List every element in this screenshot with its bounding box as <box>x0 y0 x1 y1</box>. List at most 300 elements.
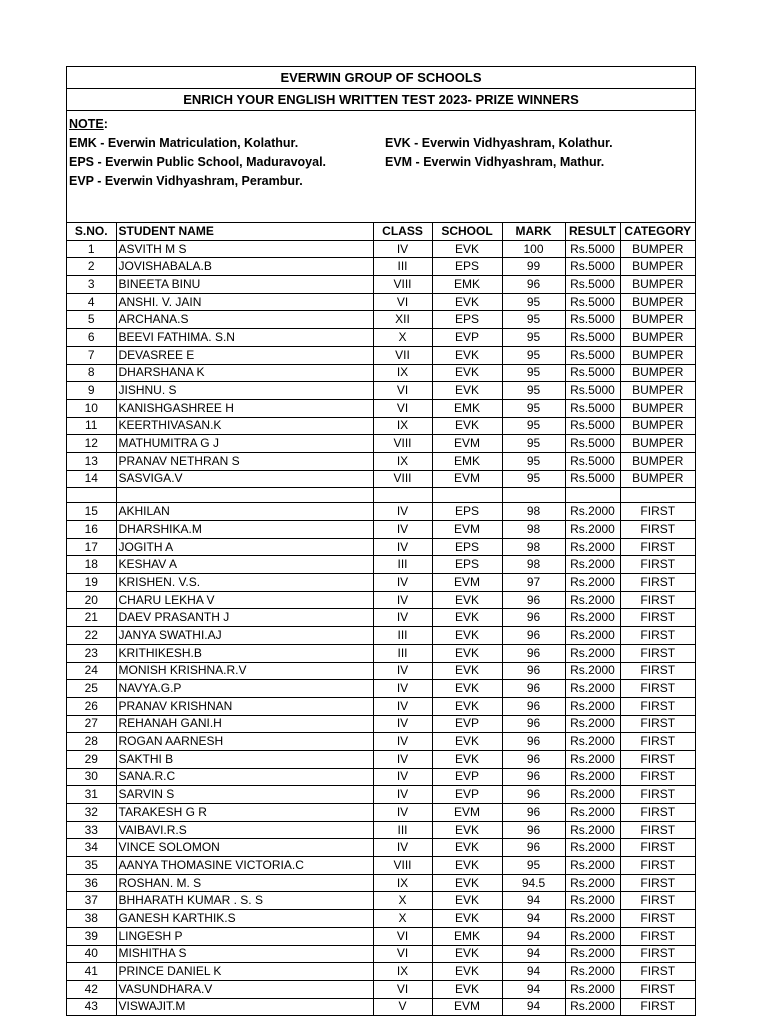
category-cell: FIRST <box>620 609 695 627</box>
table-row <box>67 311 695 329</box>
sno-cell: 34 <box>67 839 116 857</box>
table-row <box>67 644 695 662</box>
result-cell: Rs.5000 <box>565 258 620 276</box>
category-cell: FIRST <box>620 945 695 963</box>
table-row <box>67 662 695 680</box>
school-cell: EVK <box>432 892 502 910</box>
table-row <box>67 697 695 715</box>
school-cell: EPS <box>432 311 502 329</box>
sno-cell: 26 <box>67 697 116 715</box>
table-row <box>67 293 695 311</box>
table-body <box>67 240 695 1015</box>
sno-cell: 37 <box>67 892 116 910</box>
school-cell: EVK <box>432 609 502 627</box>
table-row <box>67 857 695 875</box>
student-name-cell: BEEVI FATHIMA. S.N <box>116 329 373 347</box>
class-cell: IV <box>373 733 432 751</box>
class-cell: V <box>373 998 432 1015</box>
category-cell: FIRST <box>620 680 695 698</box>
table-row <box>67 627 695 645</box>
category-cell: FIRST <box>620 644 695 662</box>
student-name-cell: MONISH KRISHNA.R.V <box>116 662 373 680</box>
table-row <box>67 786 695 804</box>
school-cell: EVP <box>432 786 502 804</box>
class-cell: VI <box>373 927 432 945</box>
sno-cell: 20 <box>67 591 116 609</box>
school-cell: EVK <box>432 839 502 857</box>
result-cell: Rs.2000 <box>565 963 620 981</box>
category-cell: FIRST <box>620 910 695 928</box>
category-cell: FIRST <box>620 574 695 592</box>
category-cell: FIRST <box>620 874 695 892</box>
mark-cell: 97 <box>502 574 565 592</box>
winners-table <box>67 223 695 1015</box>
col-header-result: RESULT <box>565 223 620 240</box>
category-cell: BUMPER <box>620 276 695 294</box>
class-cell <box>373 488 432 503</box>
sno-cell: 12 <box>67 435 116 453</box>
school-cell: EVK <box>432 945 502 963</box>
class-cell: IV <box>373 839 432 857</box>
table-row <box>67 521 695 539</box>
mark-cell: 95 <box>502 329 565 347</box>
test-title: ENRICH YOUR ENGLISH WRITTEN TEST 2023- PRIZE WINNERS <box>67 89 695 111</box>
table-row <box>67 733 695 751</box>
class-cell: III <box>373 644 432 662</box>
class-cell: IV <box>373 538 432 556</box>
result-cell: Rs.2000 <box>565 556 620 574</box>
class-cell: VIII <box>373 435 432 453</box>
category-cell: BUMPER <box>620 452 695 470</box>
category-cell: BUMPER <box>620 240 695 258</box>
student-name-cell: BINEETA BINU <box>116 276 373 294</box>
class-cell: VIII <box>373 470 432 488</box>
class-cell: III <box>373 627 432 645</box>
result-cell: Rs.5000 <box>565 417 620 435</box>
sno-cell: 39 <box>67 927 116 945</box>
student-name-cell: VAIBAVI.R.S <box>116 821 373 839</box>
table-row <box>67 382 695 400</box>
result-cell: Rs.2000 <box>565 980 620 998</box>
sno-cell: 8 <box>67 364 116 382</box>
class-cell: IV <box>373 662 432 680</box>
result-cell: Rs.5000 <box>565 329 620 347</box>
school-cell: EVK <box>432 346 502 364</box>
col-header-category: CATEGORY <box>620 223 695 240</box>
school-cell: EVK <box>432 733 502 751</box>
category-cell: FIRST <box>620 538 695 556</box>
result-cell: Rs.5000 <box>565 470 620 488</box>
student-name-cell: ASVITH M S <box>116 240 373 258</box>
student-name-cell: AKHILAN <box>116 503 373 521</box>
result-cell: Rs.5000 <box>565 293 620 311</box>
mark-cell: 95 <box>502 417 565 435</box>
class-cell: IV <box>373 574 432 592</box>
category-cell: BUMPER <box>620 470 695 488</box>
student-name-cell: NAVYA.G.P <box>116 680 373 698</box>
sno-cell: 10 <box>67 399 116 417</box>
sno-cell: 41 <box>67 963 116 981</box>
sno-cell: 3 <box>67 276 116 294</box>
student-name-cell: TARAKESH G R <box>116 804 373 822</box>
student-name-cell: KESHAV A <box>116 556 373 574</box>
student-name-cell: PRINCE DANIEL K <box>116 963 373 981</box>
school-cell: EMK <box>432 452 502 470</box>
mark-cell: 96 <box>502 662 565 680</box>
category-cell: BUMPER <box>620 364 695 382</box>
class-cell: VI <box>373 382 432 400</box>
category-cell: FIRST <box>620 662 695 680</box>
sno-cell: 11 <box>67 417 116 435</box>
sno-cell: 16 <box>67 521 116 539</box>
mark-cell: 94 <box>502 927 565 945</box>
result-cell: Rs.2000 <box>565 839 620 857</box>
table-row <box>67 240 695 258</box>
result-cell: Rs.2000 <box>565 750 620 768</box>
student-name-cell: KANISHGASHREE H <box>116 399 373 417</box>
student-name-cell: JOGITH A <box>116 538 373 556</box>
table-row <box>67 399 695 417</box>
mark-cell: 95 <box>502 452 565 470</box>
note-colon: : <box>103 117 108 131</box>
table-row <box>67 258 695 276</box>
school-cell: EPS <box>432 538 502 556</box>
category-cell: BUMPER <box>620 382 695 400</box>
class-cell: IV <box>373 609 432 627</box>
col-header-mark: MARK <box>502 223 565 240</box>
mark-cell: 96 <box>502 715 565 733</box>
school-cell: EVK <box>432 591 502 609</box>
student-name-cell: JANYA SWATHI.AJ <box>116 627 373 645</box>
class-cell: IX <box>373 364 432 382</box>
sno-cell: 43 <box>67 998 116 1015</box>
category-cell: FIRST <box>620 750 695 768</box>
sno-cell: 40 <box>67 945 116 963</box>
student-name-cell: AANYA THOMASINE VICTORIA.C <box>116 857 373 875</box>
school-cell: EVK <box>432 417 502 435</box>
class-cell: IV <box>373 697 432 715</box>
class-cell: IV <box>373 715 432 733</box>
table-row <box>67 980 695 998</box>
school-cell: EVK <box>432 680 502 698</box>
table-row <box>67 768 695 786</box>
class-cell: X <box>373 910 432 928</box>
mark-cell: 99 <box>502 258 565 276</box>
class-cell: VI <box>373 293 432 311</box>
school-cell: EVK <box>432 874 502 892</box>
category-cell: FIRST <box>620 786 695 804</box>
sno-cell: 9 <box>67 382 116 400</box>
mark-cell: 95 <box>502 470 565 488</box>
category-cell <box>620 488 695 503</box>
sno-cell: 14 <box>67 470 116 488</box>
category-cell: FIRST <box>620 521 695 539</box>
school-cell: EVK <box>432 293 502 311</box>
col-header-school: SCHOOL <box>432 223 502 240</box>
result-cell: Rs.2000 <box>565 910 620 928</box>
result-cell: Rs.2000 <box>565 503 620 521</box>
mark-cell: 95 <box>502 382 565 400</box>
mark-cell: 96 <box>502 768 565 786</box>
sno-cell: 7 <box>67 346 116 364</box>
mark-cell: 96 <box>502 276 565 294</box>
student-name-cell: ROSHAN. M. S <box>116 874 373 892</box>
table-row <box>67 538 695 556</box>
result-cell: Rs.5000 <box>565 311 620 329</box>
result-cell: Rs.2000 <box>565 574 620 592</box>
mark-cell: 95 <box>502 346 565 364</box>
mark-cell: 94 <box>502 963 565 981</box>
school-cell: EVP <box>432 715 502 733</box>
student-name-cell: KRITHIKESH.B <box>116 644 373 662</box>
result-cell: Rs.5000 <box>565 276 620 294</box>
table-row <box>67 609 695 627</box>
school-cell: EVM <box>432 998 502 1015</box>
table-row <box>67 346 695 364</box>
sno-cell: 42 <box>67 980 116 998</box>
student-name-cell: SASVIGA.V <box>116 470 373 488</box>
class-cell: VIII <box>373 857 432 875</box>
class-cell: IX <box>373 452 432 470</box>
class-cell: IX <box>373 417 432 435</box>
mark-cell: 96 <box>502 804 565 822</box>
category-cell: FIRST <box>620 503 695 521</box>
category-cell: FIRST <box>620 998 695 1015</box>
category-cell: BUMPER <box>620 399 695 417</box>
result-cell: Rs.2000 <box>565 627 620 645</box>
school-cell: EMK <box>432 276 502 294</box>
result-cell: Rs.2000 <box>565 998 620 1015</box>
school-cell <box>432 488 502 503</box>
category-cell: BUMPER <box>620 329 695 347</box>
class-cell: XII <box>373 311 432 329</box>
sno-cell: 5 <box>67 311 116 329</box>
table-spacer-row <box>67 488 695 503</box>
mark-cell: 95 <box>502 293 565 311</box>
student-name-cell: DHARSHIKA.M <box>116 521 373 539</box>
student-name-cell: DEVASREE E <box>116 346 373 364</box>
table-row <box>67 910 695 928</box>
col-header-student-name: STUDENT NAME <box>116 223 373 240</box>
result-cell: Rs.2000 <box>565 521 620 539</box>
student-name-cell: ROGAN AARNESH <box>116 733 373 751</box>
result-cell: Rs.2000 <box>565 874 620 892</box>
mark-cell: 94 <box>502 980 565 998</box>
code-evk: EVK - Everwin Vidhyashram, Kolathur. <box>385 136 613 150</box>
result-cell: Rs.5000 <box>565 364 620 382</box>
sno-cell: 30 <box>67 768 116 786</box>
result-cell: Rs.5000 <box>565 382 620 400</box>
result-cell: Rs.2000 <box>565 733 620 751</box>
school-code-note <box>67 111 695 223</box>
table-row <box>67 435 695 453</box>
mark-cell: 95 <box>502 311 565 329</box>
category-cell: BUMPER <box>620 293 695 311</box>
result-cell: Rs.5000 <box>565 346 620 364</box>
mark-cell: 98 <box>502 538 565 556</box>
category-cell: FIRST <box>620 556 695 574</box>
result-cell: Rs.2000 <box>565 786 620 804</box>
mark-cell: 96 <box>502 697 565 715</box>
category-cell: FIRST <box>620 927 695 945</box>
school-cell: EVK <box>432 821 502 839</box>
mark-cell: 96 <box>502 839 565 857</box>
class-cell: IV <box>373 240 432 258</box>
result-cell: Rs.2000 <box>565 768 620 786</box>
class-cell: IV <box>373 503 432 521</box>
class-cell: IV <box>373 521 432 539</box>
sno-cell: 23 <box>67 644 116 662</box>
student-name-cell: SANA.R.C <box>116 768 373 786</box>
result-cell: Rs.2000 <box>565 609 620 627</box>
sno-cell: 22 <box>67 627 116 645</box>
sno-cell: 31 <box>67 786 116 804</box>
category-cell: FIRST <box>620 697 695 715</box>
sno-cell: 36 <box>67 874 116 892</box>
table-row <box>67 715 695 733</box>
student-name-cell: VASUNDHARA.V <box>116 980 373 998</box>
school-cell: EMK <box>432 399 502 417</box>
class-cell: IV <box>373 591 432 609</box>
mark-cell: 98 <box>502 556 565 574</box>
school-cell: EPS <box>432 503 502 521</box>
result-cell: Rs.2000 <box>565 821 620 839</box>
table-row <box>67 750 695 768</box>
school-cell: EVK <box>432 750 502 768</box>
mark-cell: 98 <box>502 521 565 539</box>
mark-cell: 96 <box>502 644 565 662</box>
sno-cell <box>67 488 116 503</box>
category-cell: FIRST <box>620 980 695 998</box>
table-header-row <box>67 223 695 240</box>
sno-cell: 25 <box>67 680 116 698</box>
student-name-cell: MATHUMITRA G J <box>116 435 373 453</box>
student-name-cell: KEERTHIVASAN.K <box>116 417 373 435</box>
table-row <box>67 591 695 609</box>
school-cell: EPS <box>432 556 502 574</box>
mark-cell: 94 <box>502 998 565 1015</box>
student-name-cell: KRISHEN. V.S. <box>116 574 373 592</box>
class-cell: X <box>373 892 432 910</box>
class-cell: IV <box>373 804 432 822</box>
class-cell: IX <box>373 874 432 892</box>
class-cell: IX <box>373 963 432 981</box>
result-cell: Rs.2000 <box>565 892 620 910</box>
table-row <box>67 839 695 857</box>
school-cell: EVK <box>432 910 502 928</box>
code-evm: EVM - Everwin Vidhyashram, Mathur. <box>385 155 605 169</box>
sno-cell: 2 <box>67 258 116 276</box>
code-evp: EVP - Everwin Vidhyashram, Perambur. <box>69 174 303 188</box>
table-row <box>67 470 695 488</box>
student-name-cell: VISWAJIT.M <box>116 998 373 1015</box>
sno-cell: 6 <box>67 329 116 347</box>
mark-cell: 94.5 <box>502 874 565 892</box>
category-cell: FIRST <box>620 963 695 981</box>
result-cell: Rs.5000 <box>565 240 620 258</box>
mark-cell: 95 <box>502 435 565 453</box>
sno-cell: 33 <box>67 821 116 839</box>
mark-cell: 98 <box>502 503 565 521</box>
class-cell: VI <box>373 399 432 417</box>
school-cell: EVM <box>432 574 502 592</box>
student-name-cell: DHARSHANA K <box>116 364 373 382</box>
sno-cell: 4 <box>67 293 116 311</box>
mark-cell <box>502 488 565 503</box>
class-cell: III <box>373 258 432 276</box>
school-cell: EVK <box>432 857 502 875</box>
table-row <box>67 556 695 574</box>
student-name-cell: PRANAV KRISHNAN <box>116 697 373 715</box>
mark-cell: 94 <box>502 945 565 963</box>
result-cell: Rs.2000 <box>565 927 620 945</box>
school-cell: EVK <box>432 963 502 981</box>
result-cell: Rs.2000 <box>565 804 620 822</box>
sno-cell: 38 <box>67 910 116 928</box>
class-cell: VIII <box>373 276 432 294</box>
class-cell: III <box>373 556 432 574</box>
class-cell: VI <box>373 980 432 998</box>
student-name-cell: ARCHANA.S <box>116 311 373 329</box>
result-cell: Rs.2000 <box>565 680 620 698</box>
mark-cell: 96 <box>502 591 565 609</box>
col-header-sno: S.NO. <box>74 223 108 238</box>
sno-cell: 1 <box>67 240 116 258</box>
school-cell: EVK <box>432 382 502 400</box>
mark-cell: 96 <box>502 821 565 839</box>
school-cell: EVK <box>432 662 502 680</box>
student-name-cell: JISHNU. S <box>116 382 373 400</box>
student-name-cell: JOVISHABALA.B <box>116 258 373 276</box>
mark-cell: 96 <box>502 609 565 627</box>
sno-cell: 19 <box>67 574 116 592</box>
table-row <box>67 329 695 347</box>
student-name-cell: DAEV PRASANTH J <box>116 609 373 627</box>
mark-cell: 94 <box>502 910 565 928</box>
category-cell: FIRST <box>620 892 695 910</box>
result-cell: Rs.2000 <box>565 715 620 733</box>
class-cell: VII <box>373 346 432 364</box>
category-cell: BUMPER <box>620 258 695 276</box>
table-row <box>67 364 695 382</box>
category-cell: FIRST <box>620 821 695 839</box>
school-cell: EVM <box>432 470 502 488</box>
school-cell: EMK <box>432 927 502 945</box>
mark-cell: 95 <box>502 399 565 417</box>
category-cell: FIRST <box>620 733 695 751</box>
sno-cell: 32 <box>67 804 116 822</box>
class-cell: IV <box>373 786 432 804</box>
class-cell: III <box>373 821 432 839</box>
category-cell: FIRST <box>620 715 695 733</box>
table-row <box>67 945 695 963</box>
school-cell: EVM <box>432 521 502 539</box>
school-cell: EVK <box>432 364 502 382</box>
school-group-title: EVERWIN GROUP OF SCHOOLS <box>67 67 695 89</box>
table-row <box>67 892 695 910</box>
result-cell: Rs.2000 <box>565 857 620 875</box>
class-cell: IV <box>373 680 432 698</box>
table-row <box>67 804 695 822</box>
sno-cell: 15 <box>67 503 116 521</box>
student-name-cell: REHANAH GANI.H <box>116 715 373 733</box>
table-row <box>67 276 695 294</box>
category-cell: FIRST <box>620 839 695 857</box>
table-row <box>67 998 695 1015</box>
winners-sheet <box>66 66 696 1016</box>
school-cell: EVK <box>432 644 502 662</box>
code-emk: EMK - Everwin Matriculation, Kolathur. <box>69 136 299 150</box>
